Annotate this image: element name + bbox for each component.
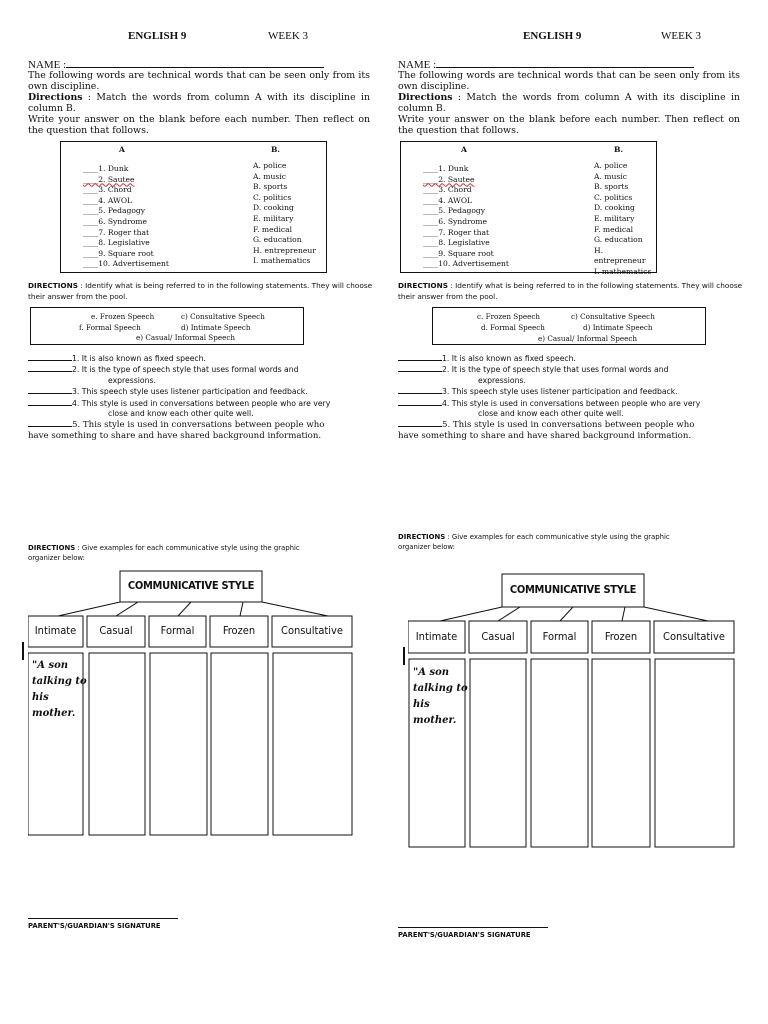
directions-label: DIRECTIONS: [28, 281, 78, 290]
text-cursor-mark: [403, 647, 405, 665]
pool-option: e) Casual/ Informal Speech: [538, 334, 637, 343]
discipline-item: H. entrepreneur: [253, 245, 316, 255]
style-consultative: Consultative: [281, 624, 343, 637]
statement-text: 1. It is also known as fixed speech.: [72, 354, 206, 363]
discipline-item: A. police: [253, 161, 287, 170]
intro-text: [28, 70, 370, 136]
answer-blank[interactable]: [398, 419, 442, 427]
directions-text: : Match the words from column A with its discipline in column B.: [398, 92, 740, 114]
directions-organizer: [398, 532, 698, 552]
directions-label: Directions: [398, 92, 453, 103]
pool-option: d) Intimate Speech: [181, 323, 251, 332]
statement-item[interactable]: [28, 364, 370, 386]
pool-option: d. Formal Speech: [481, 323, 545, 332]
matching-table: [60, 141, 327, 273]
statement-text: 2. It is the type of speech style that uses formal words and: [442, 365, 669, 375]
answer-pool: [30, 307, 304, 345]
statement-text: 1. It is also known as fixed speech.: [442, 354, 576, 363]
match-item[interactable]: ____5. Pedagogy: [423, 206, 486, 216]
pool-option: f. Formal Speech: [79, 323, 141, 332]
answer-blank[interactable]: [28, 353, 72, 361]
match-item[interactable]: ____2. Sautee: [423, 174, 475, 184]
pool-option: c) Consultative Speech: [181, 312, 265, 321]
style-casual: Casual: [481, 630, 515, 643]
discipline-item: B. sports: [594, 182, 629, 192]
statement-text: 4. This style is used in conversations between people who are very: [72, 398, 331, 408]
discipline-item: A. police: [594, 161, 628, 170]
match-item[interactable]: ____5. Pedagogy: [83, 206, 146, 216]
intro-line: The following words are technical words that can be seen only from its own discipline.: [28, 70, 370, 92]
discipline-item: E. military: [594, 213, 635, 223]
answer-blank[interactable]: [398, 364, 442, 372]
name-blank[interactable]: [66, 57, 324, 68]
statement-list: [398, 353, 740, 442]
name-blank[interactable]: [436, 57, 694, 68]
signature-label: PARENT'S/GUARDIAN'S SIGNATURE: [28, 922, 161, 930]
directions-identify: [28, 280, 373, 302]
instructions-text: Write your answer on the blank before each number. Then reflect on the question that follows.: [398, 114, 740, 136]
answer-blank[interactable]: [28, 419, 72, 427]
discipline-item: D. cooking: [253, 203, 294, 213]
signature-block[interactable]: [28, 917, 188, 930]
column-a-list: [83, 164, 169, 270]
signature-label: PARENT'S/GUARDIAN'S SIGNATURE: [398, 931, 531, 939]
statement-text: have something to share and have shared background information.: [398, 431, 692, 442]
statement-item[interactable]: [28, 353, 370, 364]
example-line: "A son: [413, 667, 450, 678]
statement-text: close and know each other quite well.: [478, 409, 624, 419]
pool-option: c. Frozen Speech: [477, 312, 540, 321]
discipline-item: I. mathematics: [253, 256, 311, 266]
directions-text: : Match the words from column A with its discipline in column B.: [28, 92, 370, 114]
style-intimate: Intimate: [34, 624, 77, 637]
statement-text: have something to share and have shared background information.: [28, 431, 322, 442]
match-item[interactable]: ____4. AWOL: [83, 195, 133, 205]
discipline-item: D. cooking: [594, 203, 635, 213]
answer-blank[interactable]: [28, 386, 72, 394]
statement-text: 5. This style is used in conversations between people who: [442, 420, 695, 431]
directions-label: DIRECTIONS: [28, 544, 76, 552]
match-item[interactable]: ____8. Legislative: [83, 238, 150, 248]
column-a-header: A: [461, 145, 467, 154]
statement-item[interactable]: [398, 398, 740, 420]
directions-text: : Give examples for each communicative style using the graphic organizer below:: [28, 544, 300, 562]
discipline-item: A. music: [253, 171, 286, 181]
statement-text: close and know each other quite well.: [108, 409, 254, 419]
discipline-item: G. education: [253, 235, 302, 245]
graphic-organizer: [28, 570, 358, 870]
statement-text: 3. This speech style uses listener participation and feedback.: [442, 387, 678, 397]
statement-item[interactable]: [398, 386, 740, 397]
subject-title: ENGLISH 9: [128, 30, 187, 42]
organizer-title: COMMUNICATIVE STYLE: [509, 583, 637, 596]
example-intimate[interactable]: [413, 665, 468, 729]
statement-item[interactable]: [398, 353, 740, 364]
match-item[interactable]: ____6. Syndrome: [83, 216, 147, 226]
signature-line[interactable]: [28, 917, 178, 919]
organizer-title: COMMUNICATIVE STYLE: [127, 579, 255, 592]
statement-item[interactable]: [28, 419, 370, 442]
answer-blank[interactable]: [398, 353, 442, 361]
discipline-item: I. mathematics: [594, 266, 652, 276]
statement-text: 2. It is the type of speech style that uses formal words and: [72, 365, 299, 375]
directions-identify: [398, 280, 743, 302]
statement-text: 5. This style is used in conversations between people who: [72, 420, 325, 431]
example-line: talking to: [32, 676, 87, 687]
statement-text: 4. This style is used in conversations between people who are very: [442, 398, 701, 408]
column-b-header: B.: [614, 145, 624, 154]
match-item[interactable]: ____9. Square root: [83, 248, 154, 258]
match-item[interactable]: ____7. Roger that: [423, 227, 490, 237]
statement-text: expressions.: [478, 375, 526, 385]
match-item[interactable]: ____3. Chord: [83, 185, 132, 195]
match-item[interactable]: ____3. Chord: [423, 185, 472, 195]
match-item[interactable]: ____8. Legislative: [423, 238, 490, 248]
discipline-item: C. politics: [253, 192, 292, 202]
statement-text: expressions.: [108, 375, 156, 385]
example-line: his: [32, 692, 49, 703]
discipline-item: F. medical: [253, 224, 293, 234]
directions-text: : Give examples for each communicative style using the graphic organizer below:: [398, 533, 670, 551]
style-formal: Formal: [542, 630, 577, 643]
directions-text: : Identify what is being referred to in the following statements. They will choose their answer from the pool.: [398, 281, 743, 301]
name-label: NAME :: [398, 59, 437, 71]
match-item[interactable]: ____1. Dunk: [423, 164, 469, 173]
statement-list: [28, 353, 370, 442]
discipline-item: C. politics: [594, 192, 633, 202]
discipline-item: E. military: [253, 213, 294, 223]
discipline-item: B. sports: [253, 182, 288, 192]
signature-line[interactable]: [398, 926, 548, 928]
example-intimate[interactable]: [32, 658, 87, 722]
match-item[interactable]: ____1. Dunk: [83, 164, 129, 173]
example-line: his: [413, 699, 430, 710]
signature-block[interactable]: [398, 926, 558, 939]
answer-blank[interactable]: [28, 398, 72, 406]
week-label: WEEK 3: [268, 30, 309, 42]
name-label: NAME :: [28, 59, 67, 71]
matching-table: [400, 141, 657, 276]
name-field[interactable]: [28, 57, 373, 71]
statement-item[interactable]: [28, 386, 370, 397]
directions-label: DIRECTIONS: [398, 281, 448, 290]
match-item[interactable]: ____2. Sautee: [83, 174, 135, 184]
match-item[interactable]: ____9. Square root: [423, 248, 494, 258]
match-item[interactable]: ____7. Roger that: [83, 227, 150, 237]
column-a-header: A: [119, 145, 125, 154]
example-line: mother.: [413, 715, 457, 726]
column-b-header: B.: [271, 145, 281, 154]
name-field[interactable]: [398, 57, 743, 71]
pool-option: e) Casual/ Informal Speech: [136, 333, 235, 342]
discipline-item: G. education: [594, 235, 643, 245]
directions-label: Directions: [28, 92, 83, 103]
style-frozen: Frozen: [222, 624, 256, 637]
style-casual: Casual: [99, 624, 133, 637]
directions-organizer: [28, 543, 328, 563]
graphic-organizer: [408, 573, 738, 873]
answer-pool: [432, 307, 706, 345]
statement-item[interactable]: [28, 398, 370, 420]
text-cursor-mark: [22, 642, 24, 660]
answer-blank[interactable]: [398, 386, 442, 394]
instructions-text: Write your answer on the blank before each number. Then reflect on the question that follows.: [28, 114, 370, 136]
week-label: WEEK 3: [661, 30, 702, 42]
style-intimate: Intimate: [415, 630, 458, 643]
discipline-item: A. music: [594, 171, 627, 181]
directions-text: : Identify what is being referred to in the following statements. They will choose their answer from the pool.: [28, 281, 373, 301]
statement-text: 3. This speech style uses listener participation and feedback.: [72, 387, 308, 397]
match-item[interactable]: ____4. AWOL: [423, 195, 473, 205]
match-item[interactable]: ____10. Advertisement: [83, 259, 169, 269]
column-b-list: [253, 161, 316, 267]
directions-label: DIRECTIONS: [398, 533, 446, 541]
example-line: "A son: [32, 660, 69, 671]
answer-blank[interactable]: [398, 398, 442, 406]
column-a-list: [423, 164, 509, 270]
style-frozen: Frozen: [604, 630, 638, 643]
pool-option: d) Intimate Speech: [583, 323, 653, 332]
intro-line: The following words are technical words that can be seen only from its own discipline.: [398, 70, 740, 92]
style-formal: Formal: [160, 624, 195, 637]
statement-item[interactable]: [398, 364, 740, 386]
match-item[interactable]: ____10. Advertisement: [423, 259, 509, 269]
pool-option: e. Frozen Speech: [91, 312, 155, 321]
match-item[interactable]: ____6. Syndrome: [423, 216, 487, 226]
subject-title: ENGLISH 9: [523, 30, 582, 42]
example-line: mother.: [32, 708, 76, 719]
example-line: talking to: [413, 683, 468, 694]
statement-item[interactable]: [398, 419, 740, 442]
answer-blank[interactable]: [28, 364, 72, 372]
intro-text: [398, 70, 740, 136]
pool-option: c) Consultative Speech: [571, 312, 655, 321]
discipline-item: H. entrepreneur: [594, 245, 646, 266]
style-consultative: Consultative: [663, 630, 725, 643]
column-b-list: [594, 161, 656, 278]
discipline-item: F. medical: [594, 224, 634, 234]
